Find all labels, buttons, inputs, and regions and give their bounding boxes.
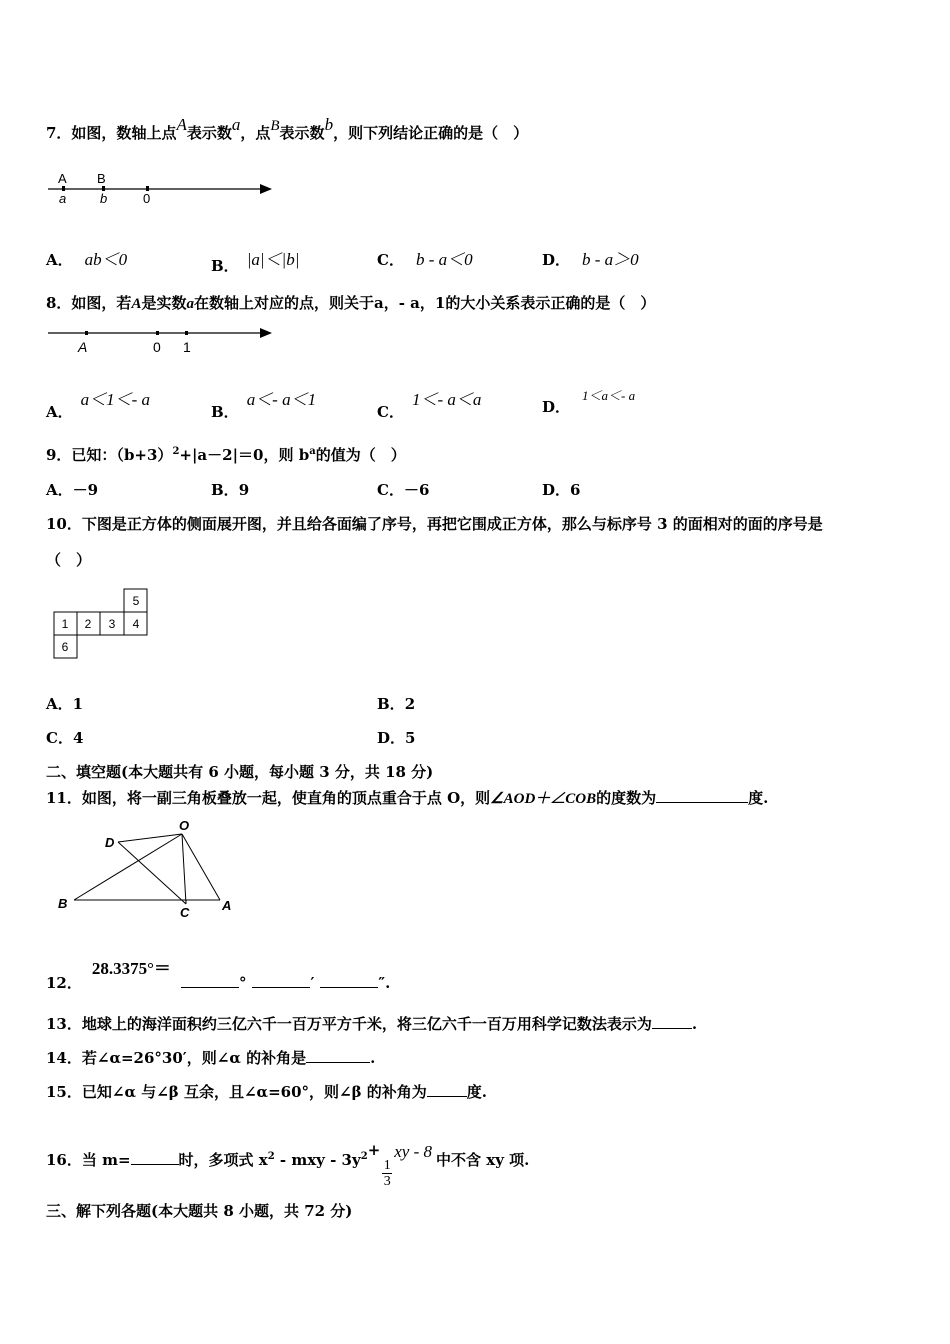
q13-stem: 13．地球上的海洋面积约三亿六千一百万平方千米，将三亿六千一百万用科学记数法表示为 .: [46, 1015, 698, 1033]
q8-option-d: D．1＜a＜- a: [542, 388, 636, 416]
q7-option-c: C． b - a＜0: [377, 250, 473, 269]
q16-stem: 16．当 m= 时，多项式 $x^2$ - mxy - $3y^2+$ $\frac{1}{3}$ xy - 8 中不含 xy 项.: [46, 1141, 530, 1189]
q10-stem-line2: （ ）: [46, 551, 92, 569]
q8-stem: 8．如图，若A是实数a在数轴上对应的点，则关于a，- a，1的大小关系表示正确的是（ ）: [46, 294, 656, 312]
q14-stem: 14．若∠α=26°30′，则∠α 的补角是 .: [46, 1049, 376, 1067]
q11-label-A: A: [222, 898, 232, 913]
net-cell-5: 5: [132, 594, 140, 608]
net-cell-6: 6: [61, 640, 69, 654]
q7-label-0: 0: [143, 191, 151, 206]
q8-option-c: C．1＜- a＜a: [377, 390, 482, 421]
q8-label-1: 1: [183, 339, 191, 355]
q10-option-b: B．2: [377, 695, 416, 713]
q9-option-d: D．6: [542, 481, 581, 499]
q15-stem: 15．已知∠α 与∠β 互余，且∠α=60°，则∠β 的补角为 度.: [46, 1083, 488, 1101]
q10-option-d: D．5: [377, 729, 416, 747]
q9-option-b: B．9: [211, 481, 250, 499]
q7-option-a: A． ab＜0: [46, 250, 128, 269]
q10-option-a: A．1: [46, 695, 84, 713]
q9-option-a: A．－9: [46, 481, 99, 499]
q9-stem: 9．已知：$(b+3)^2+|a-2|=0$，则 $b^a$的值为（ ）: [46, 446, 406, 464]
q9-option-c: C．－6: [377, 481, 430, 499]
net-cell-2: 2: [84, 617, 92, 631]
section-3-heading: 三、解下列各题(本大题共 8 小题，共 72 分): [46, 1202, 353, 1220]
q7-label-B: B: [97, 171, 106, 186]
q8-label-0: 0: [153, 339, 161, 355]
q7-label-a: a: [59, 191, 67, 206]
q7-label-A: A: [58, 171, 67, 186]
q11-stem: 11．如图，将一副三角板叠放一起，使直角的顶点重合于点 O，则∠AOD＋∠COB的度数为 度.: [46, 789, 769, 807]
q7-label-b: b: [100, 191, 108, 206]
q11-label-O: O: [179, 818, 190, 833]
q7-option-b: B． |a|＜|b|: [211, 250, 300, 275]
q7-number-line: [40, 165, 280, 210]
q8-number-line: [40, 322, 280, 358]
q8-option-a: A．a＜1＜- a: [46, 390, 151, 421]
section-2-heading: 二、填空题(本大题共有 6 小题，每小题 3 分，共 18 分): [46, 763, 434, 781]
net-cell-4: 4: [132, 617, 140, 631]
q8-label-A: A: [78, 339, 88, 355]
q11-label-D: D: [105, 835, 115, 850]
q11-triangle-figure: [52, 816, 242, 924]
q10-option-c: C．4: [46, 729, 84, 747]
net-cell-1: 1: [61, 617, 69, 631]
q16-fraction: $\frac{1}{3}$: [383, 1158, 391, 1189]
q7-stem: 7．如图，数轴上点A表示数a，点B表示数b，则下列结论正确的是（ ）: [46, 115, 529, 142]
q12-stem: 12．28.3375°＝° ′ ″.: [46, 959, 391, 992]
net-cell-3: 3: [108, 617, 116, 631]
q8-option-b: B．a＜- a＜1: [211, 390, 317, 421]
q11-label-B: B: [58, 896, 68, 911]
q11-label-C: C: [180, 905, 190, 920]
q7-option-d: D． b - a＞0: [542, 250, 639, 269]
q10-cube-net: [50, 588, 154, 662]
q10-stem-line1: 10．下图是正方体的侧面展开图，并且给各面编了序号，再把它围成正方体，那么与标序号 3 的面相对的面的序号是: [46, 515, 823, 533]
